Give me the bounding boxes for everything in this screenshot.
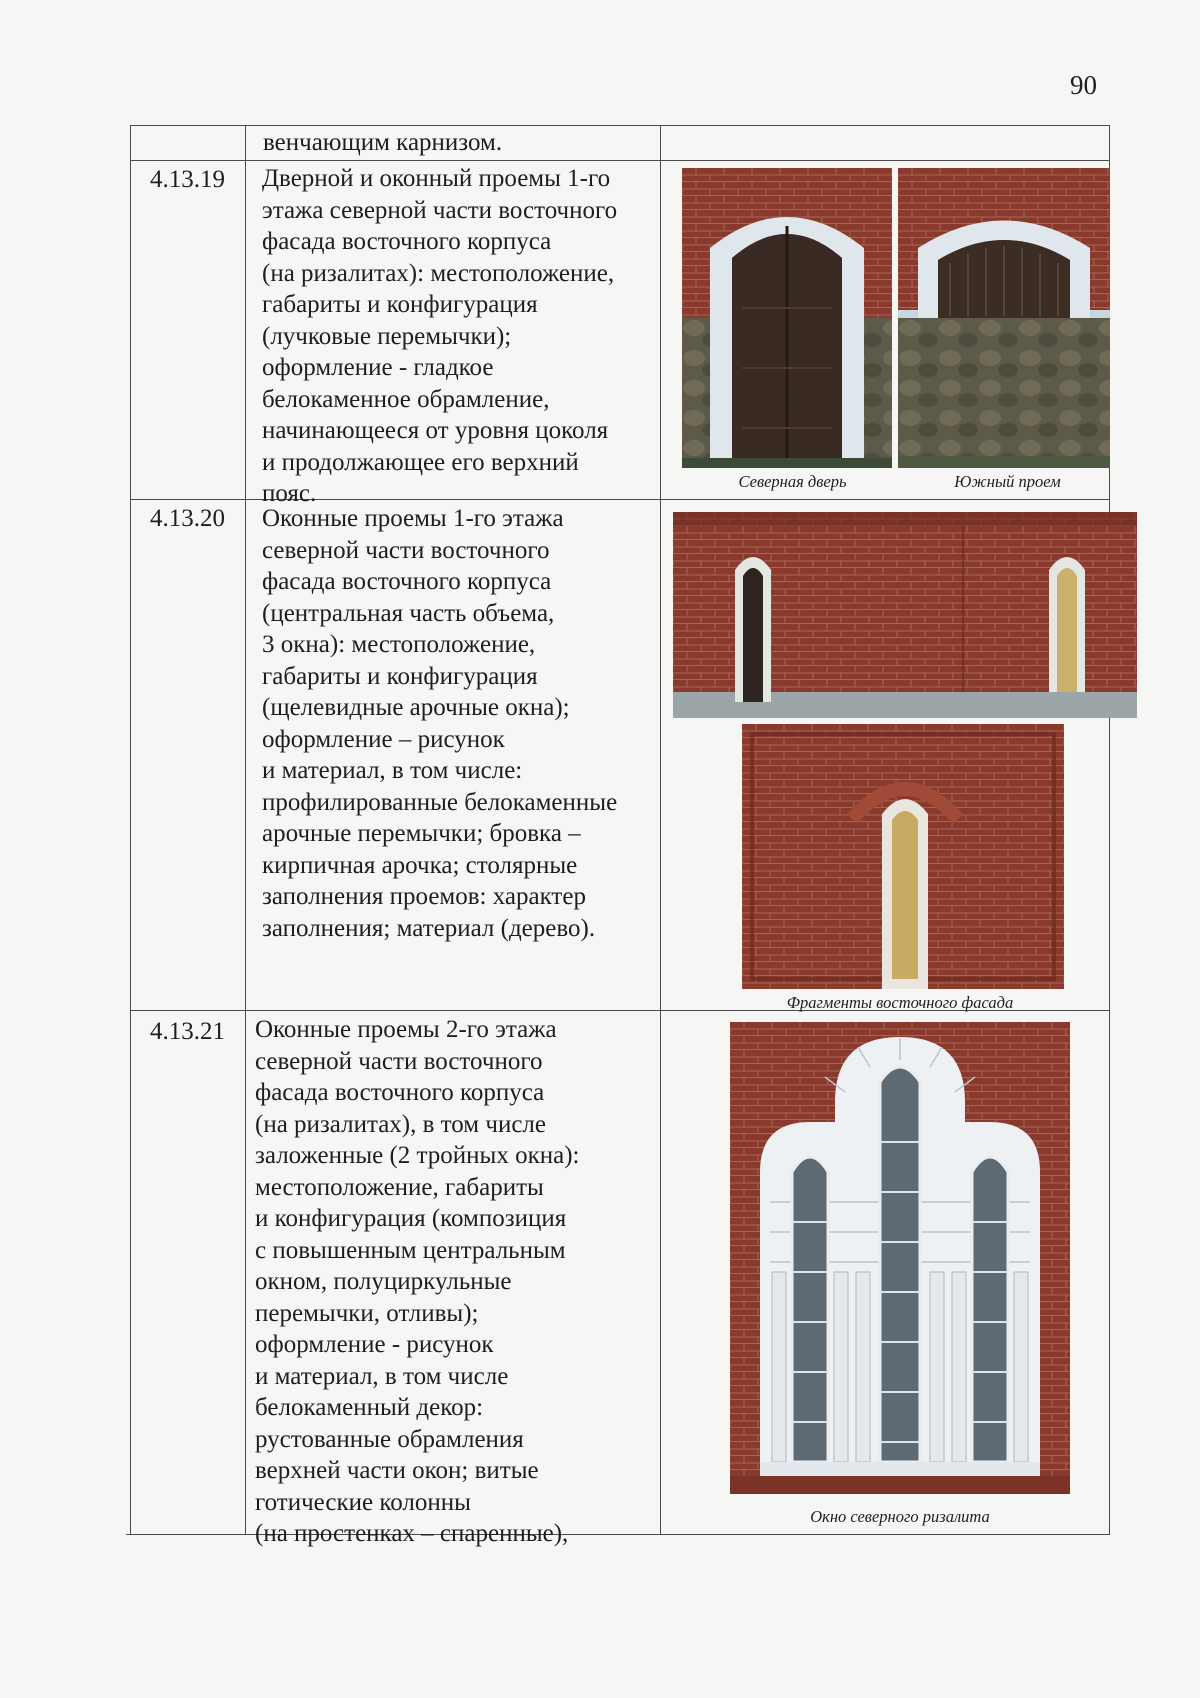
row-description: [262, 163, 617, 510]
column-divider: [245, 125, 246, 1534]
description-line: фасада восточного корпуса: [255, 1079, 545, 1106]
page-number: 90: [1070, 70, 1097, 100]
row-description: [255, 1014, 580, 1550]
description-line: габариты и конфигурация: [262, 291, 538, 318]
description-line: (лучковые перемычки);: [262, 322, 512, 350]
description-line: северной части восточного: [255, 1047, 543, 1075]
row-description: [262, 503, 617, 944]
description-line: заполнения; материал (дерево).: [262, 914, 596, 942]
description-line: оформление - рисунок: [255, 1331, 494, 1358]
column-divider: [130, 125, 131, 1534]
photo-caption: Окно северного ризалита: [810, 1507, 990, 1526]
description-line: (щелевидные арочные окна);: [262, 694, 570, 721]
description-line: (на ризалитах), в том числе: [255, 1110, 546, 1138]
photo-caption: Фрагменты восточного фасада: [786, 993, 1014, 1012]
description-line: Дверной и оконный проемы 1-го: [262, 165, 611, 192]
row-description: [263, 127, 502, 159]
description-line: Оконные проемы 2-го этажа: [255, 1016, 557, 1043]
description-line: арочные перемычки; бровка –: [262, 820, 581, 847]
description-line: и материал, в том числе:: [262, 757, 523, 784]
photo-caption: Северная дверь: [738, 472, 847, 491]
description-line: рустованные обрамления: [255, 1425, 524, 1453]
row-number: 4.13.20: [150, 505, 225, 532]
description-line: с повышенным центральным: [255, 1236, 566, 1264]
description-line: заполнения проемов: характер: [262, 883, 586, 910]
facade-fragment-photo: [673, 512, 1137, 718]
row-divider: [130, 160, 1110, 161]
description-line: оформление – рисунок: [262, 725, 505, 753]
description-line: фасада восточного корпуса: [262, 228, 552, 255]
description-line: (центральная часть объема,: [262, 599, 555, 627]
description-line: окном, полуциркульные: [255, 1268, 512, 1295]
description-line: оформление - гладкое: [262, 354, 494, 381]
description-line: фасада восточного корпуса: [262, 568, 552, 595]
description-line: венчающим карнизом.: [263, 129, 503, 156]
table-border-top: [130, 125, 1110, 126]
south-opening-photo: [898, 168, 1110, 468]
photo-caption: Южный проем: [954, 472, 1061, 491]
description-line: (на простенках – спаренные),: [255, 1520, 569, 1547]
description-line: профилированные белокаменные: [262, 788, 618, 816]
description-line: габариты и конфигурация: [262, 662, 538, 690]
description-line: 3 окна): местоположение,: [262, 631, 536, 658]
description-line: и конфигурация (композиция: [255, 1205, 567, 1232]
description-line: северной части восточного: [262, 536, 550, 564]
description-line: белокаменный декор:: [255, 1394, 484, 1421]
north-risalit-window-photo: [730, 1022, 1070, 1494]
description-line: пояс.: [262, 480, 317, 507]
description-line: кирпичная арочка; столярные: [262, 851, 578, 879]
description-line: перемычки, отливы);: [255, 1299, 479, 1327]
description-line: Оконные проемы 1-го этажа: [262, 505, 564, 532]
description-line: этажа северной части восточного: [262, 196, 618, 224]
description-line: (на ризалитах): местоположение,: [262, 259, 615, 287]
description-line: и продолжающее его верхний: [262, 448, 579, 476]
row-number: 4.13.19: [150, 166, 225, 193]
description-line: и материал, в том числе: [255, 1362, 509, 1390]
facade-fragment-closeup-photo: [742, 724, 1064, 989]
row-number: 4.13.21: [150, 1018, 225, 1045]
north-door-photo: [682, 168, 892, 468]
description-line: начинающееся от уровня цоколя: [262, 417, 609, 444]
description-line: готические колонны: [255, 1488, 471, 1516]
description-line: местоположение, габариты: [255, 1173, 544, 1201]
column-divider: [660, 125, 661, 1534]
description-line: белокаменное обрамление,: [262, 385, 550, 413]
description-line: заложенные (2 тройных окна):: [255, 1142, 580, 1169]
description-line: верхней части окон; витые: [255, 1457, 539, 1484]
